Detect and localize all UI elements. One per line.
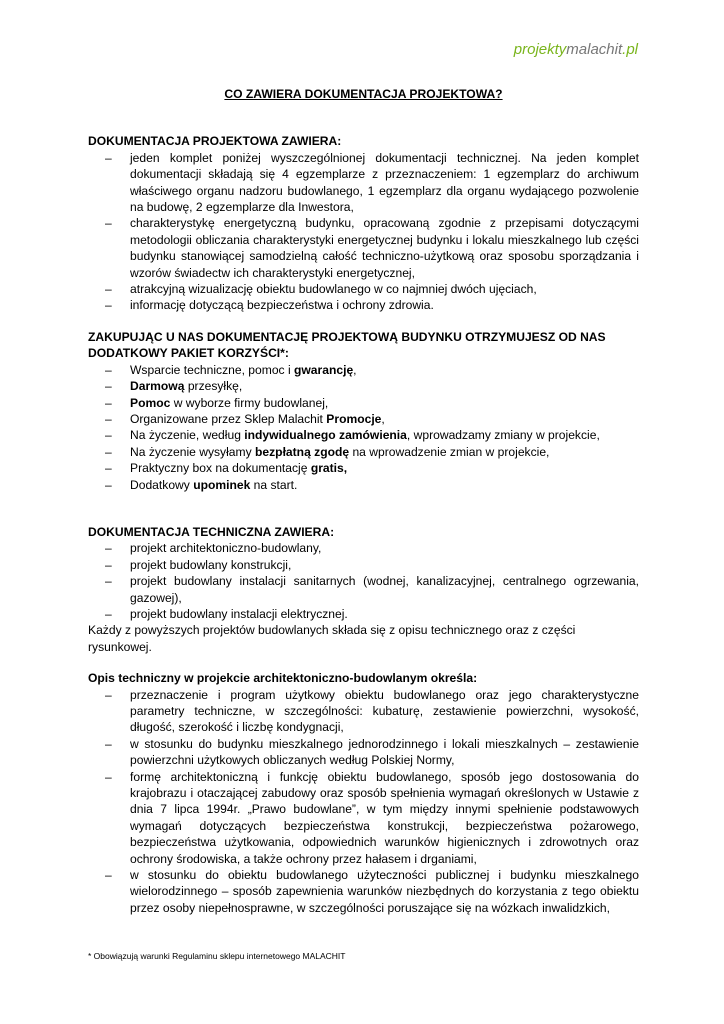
list-item: – Dodatkowy upominek na start. [88, 477, 639, 493]
logo-part-malachit: malachit [566, 41, 623, 58]
project-docs-list [88, 150, 639, 314]
list-item: – informację dotyczącą bezpieczeństwa i ochrony zdrowia. [88, 297, 639, 313]
section-heading-benefits: ZAKUPUJĄC U NAS DOKUMENTACJĘ PROJEKTOWĄ BUDYNKU OTRZYMUJESZ OD NAS DODATKOWY PAKIET KORZYŚCI*: [88, 329, 606, 361]
logo[interactable] [514, 41, 638, 58]
technical-docs-list [88, 540, 639, 622]
list-item: – charakterystykę energetyczną budynku, opracowaną zgodnie z przepisami dotyczącymi metodologii obliczania charakterystyki energetycznej budynku i lokalu mieszkalnego lub części budynku stanowiącej samodzielną całość techniczno-użytkową oraz sposobu sporządzania i wzorów świadectw ich charakterystyki energetycznej, [88, 215, 639, 281]
section-heading-technical-description: Opis techniczny w projekcie architektoniczno-budowlanym określa: [88, 671, 478, 686]
logo-part-pl: .pl [622, 41, 638, 58]
footnote: * Obowiązują warunki Regulaminu sklepu internetowego MALACHIT [88, 951, 346, 961]
list-item: – Pomoc w wyborze firmy budowlanej, [88, 395, 639, 411]
list-item: – Na życzenie, według indywidualnego zamówienia, wprowadzamy zmiany w projekcie, [88, 427, 639, 443]
logo-part-projekty: projekty [513, 41, 567, 58]
document-body [88, 86, 639, 916]
list-item: – Darmową przesyłkę, [88, 378, 639, 394]
list-item: – jeden komplet poniżej wyszczególnionej dokumentacji technicznej. Na jeden komplet dokumentacji składają się 4 egzemplarze z przeznaczeniem: 1 egzemplarz do archiwum właściwego organu nadzoru budowlanego, 1 egzemplarz dla organu wydającego pozwolenie na budowę, 2 egzemplarze dla Inwestora, [88, 150, 639, 216]
list-item: – projekt architektoniczno-budowlany, [88, 540, 639, 556]
list-item: – Wsparcie techniczne, pomoc i gwarancję, [88, 362, 639, 378]
list-item: – formę architektoniczną i funkcję obiektu budowlanego, sposób jego dostosowania do krajobrazu i otaczającej zabudowy oraz sposób spełnienia wymagań określonych w Ustawie z dnia 7 lipca 1994r. „Prawo budowlane”, w tym między innymi spełnienie podstawowych wymagań dotyczących bezpieczeństwa konstrukcji, bezpieczeństwa pożarowego, bezpieczeństwa użytkowania, odpowiednich warunków higienicznych i zdrowotnych oraz ochrony środowiska, a także ochrony przez hałasem i drganiami, [88, 769, 639, 867]
list-item: – w stosunku do obiektu budowlanego użyteczności publicznej i budynku mieszkalnego wielorodzinnego – sposób zapewnienia warunków niezbędnych do korzystania z tego obiektu przez osoby niepełnosprawne, w szczególności poruszające się na wózkach inwalidzkich, [88, 867, 639, 916]
page-title: CO ZAWIERA DOKUMENTACJA PROJEKTOWA? [224, 87, 503, 101]
list-item: – Praktyczny box na dokumentację gratis, [88, 460, 639, 476]
technical-docs-note: Każdy z powyższych projektów budowlanych składa się z opisu technicznego oraz z części rysunkowej. [88, 623, 576, 654]
list-item: – projekt budowlany instalacji sanitarnych (wodnej, kanalizacyjnej, centralnego ogrzewania, gazowej), [88, 573, 639, 606]
section-heading-technical-docs: DOKUMENTACJA TECHNICZNA ZAWIERA: [88, 524, 335, 539]
technical-description-list [88, 687, 639, 917]
benefits-list [88, 362, 639, 493]
list-item: – Na życzenie wysyłamy bezpłatną zgodę na wprowadzenie zmian w projekcie, [88, 444, 639, 460]
section-heading-project-docs: DOKUMENTACJA PROJEKTOWA ZAWIERA: [88, 134, 342, 149]
list-item: – atrakcyjną wizualizację obiektu budowlanego w co najmniej dwóch ujęciach, [88, 281, 639, 297]
list-item: – projekt budowlany instalacji elektrycznej. [88, 606, 639, 622]
list-item: – przeznaczenie i program użytkowy obiektu budowlanego oraz jego charakterystyczne parametry techniczne, w szczególności: kubaturę, zestawienie powierzchni, wysokość, długość, szerokość i liczbę kondygnacji, [88, 687, 639, 736]
list-item: – Organizowane przez Sklep Malachit Promocje, [88, 411, 639, 427]
list-item: – w stosunku do budynku mieszkalnego jednorodzinnego i lokali mieszkalnych – zestawienie powierzchni użytkowych obliczanych według Polskiej Normy, [88, 736, 639, 769]
list-item: – projekt budowlany konstrukcji, [88, 557, 639, 573]
